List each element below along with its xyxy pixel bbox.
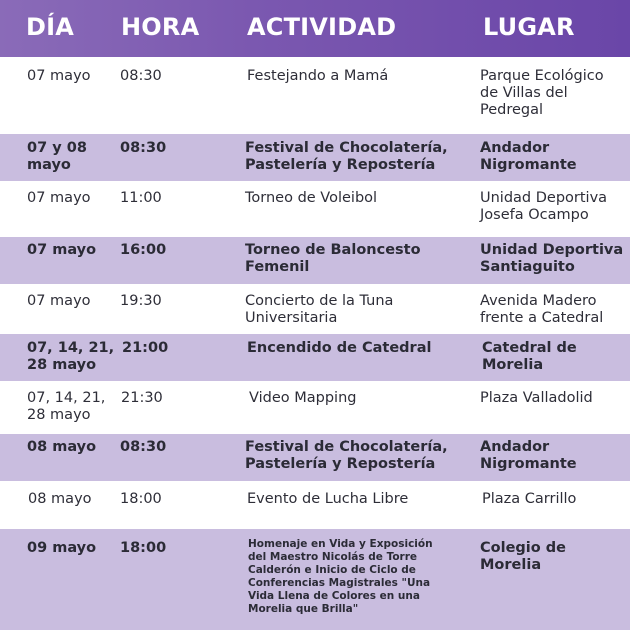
cell-actividad: Homenaje en Vida y Exposición del Maestro Nicolás de Torre Calderón e Inicio de Ciclo de Conferencias Magistrales "Una Vida Llena de Colores en una Morelia que Brilla" [248, 538, 433, 615]
table-row [0, 381, 630, 434]
cell-actividad: Torneo de Baloncesto Femenil [245, 242, 421, 275]
table-row [0, 529, 630, 630]
cell-hora: 18:00 [120, 491, 162, 507]
table-row [0, 181, 630, 237]
table-row [0, 284, 630, 334]
cell-lugar: Colegio de Morelia [480, 540, 566, 573]
table-row [0, 57, 630, 134]
cell-hora: 16:00 [120, 242, 167, 258]
cell-hora: 11:00 [120, 190, 162, 206]
table-row [0, 334, 630, 381]
cell-dia: 07, 14, 21, 28 mayo [27, 390, 106, 423]
cell-actividad: Torneo de Voleibol [245, 190, 378, 206]
cell-dia: 07 y 08 mayo [27, 140, 87, 173]
cell-lugar: Andador Nigromante [480, 140, 577, 173]
cell-dia: 07, 14, 21, 28 mayo [27, 340, 115, 373]
cell-hora: 08:30 [120, 68, 162, 84]
cell-lugar: Andador Nigromante [480, 439, 577, 472]
cell-dia: 07 mayo [27, 190, 91, 206]
cell-actividad: Evento de Lucha Libre [247, 491, 409, 507]
cell-actividad: Festival de Chocolatería, Pastelería y Repostería [245, 140, 448, 173]
cell-actividad: Concierto de la Tuna Universitaria [245, 293, 394, 326]
cell-lugar: Plaza Carrillo [482, 491, 577, 507]
cell-actividad: Encendido de Catedral [247, 340, 432, 356]
cell-hora: 08:30 [120, 140, 167, 156]
header-actividad: ACTIVIDAD [247, 13, 397, 41]
cell-hora: 21:00 [122, 340, 169, 356]
table-header [0, 0, 630, 57]
cell-hora: 18:00 [120, 540, 167, 556]
cell-dia: 09 mayo [27, 540, 97, 556]
header-lugar: LUGAR [483, 13, 575, 41]
cell-actividad: Festival de Chocolatería, Pastelería y Repostería [245, 439, 448, 472]
table-row [0, 134, 630, 181]
cell-dia: 08 mayo [27, 439, 97, 455]
cell-actividad: Festejando a Mamá [247, 68, 389, 84]
cell-dia: 07 mayo [27, 293, 91, 309]
cell-hora: 08:30 [120, 439, 167, 455]
cell-dia: 08 mayo [28, 491, 92, 507]
cell-lugar: Parque Ecológico de Villas del Pedregal [480, 68, 604, 118]
header-hora: HORA [121, 13, 200, 41]
cell-hora: 19:30 [120, 293, 162, 309]
cell-lugar: Unidad Deportiva Josefa Ocampo [480, 190, 608, 223]
cell-dia: 07 mayo [27, 242, 97, 258]
header-dia: DÍA [26, 13, 75, 41]
table-row [0, 481, 630, 529]
cell-hora: 21:30 [121, 390, 163, 406]
table-row [0, 434, 630, 481]
cell-dia: 07 mayo [27, 68, 91, 84]
cell-actividad: Video Mapping [249, 390, 357, 406]
cell-lugar: Catedral de Morelia [482, 340, 577, 373]
cell-lugar: Plaza Valladolid [480, 390, 593, 406]
cell-lugar: Unidad Deportiva Santiaguito [480, 242, 624, 275]
cell-lugar: Avenida Madero frente a Catedral [480, 293, 604, 326]
table-row [0, 237, 630, 284]
